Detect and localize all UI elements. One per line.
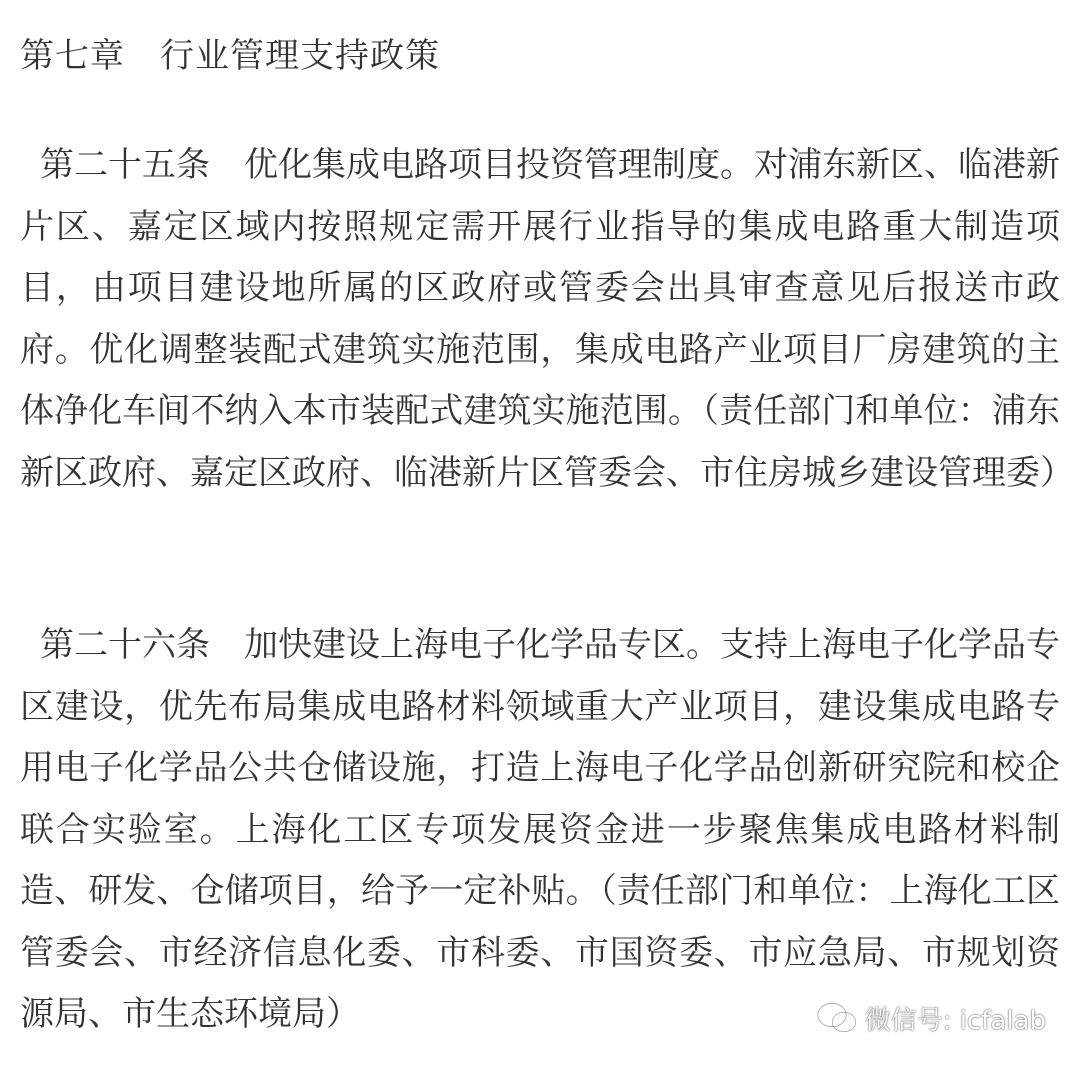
- chapter-title: 第七章 行业管理支持政策: [20, 36, 440, 76]
- watermark: [817, 998, 1046, 1038]
- article-spacer: [210, 625, 244, 665]
- wechat-icon: [817, 1001, 857, 1035]
- article-25-number: 第二十五条: [40, 145, 210, 185]
- article-25-body: 优化集成电路项目投资管理制度。对浦东新区、临港新片区、嘉定区域内按照规定需开展行业指导的集成电路重大制造项目，由项目建设地所属的区政府或管委会出具审查意见后报送市政府。优化调整装配式建筑实施范围，集成电路产业项目厂房建筑的主体净化车间不纳入本市装配式建筑实施范围。（责任部门和单位：浦东新区政府、嘉定区政府、临港新片区管委会、市住房城乡建设管理委）: [20, 145, 1074, 493]
- article-spacer: [210, 145, 244, 185]
- article-26-body: 加快建设上海电子化学品专区。支持上海电子化学品专区建设，优先布局集成电路材料领域重大产业项目，建设集成电路专用电子化学品公共仓储设施，打造上海电子化学品创新研究院和校企联合实验室。上海化工区专项发展资金进一步聚焦集成电路材料制造、研发、仓储项目，给予一定补贴。（责任部门和单位：上海化工区管委会、市经济信息化委、市科委、市国资委、市应急局、市规划资源局、市生态环境局）: [20, 625, 1060, 1034]
- article-26-number: 第二十六条: [40, 625, 210, 665]
- article-26: [20, 615, 1060, 1046]
- article-25: [20, 135, 1074, 504]
- watermark-text: 微信号: icfalab: [864, 1005, 1046, 1036]
